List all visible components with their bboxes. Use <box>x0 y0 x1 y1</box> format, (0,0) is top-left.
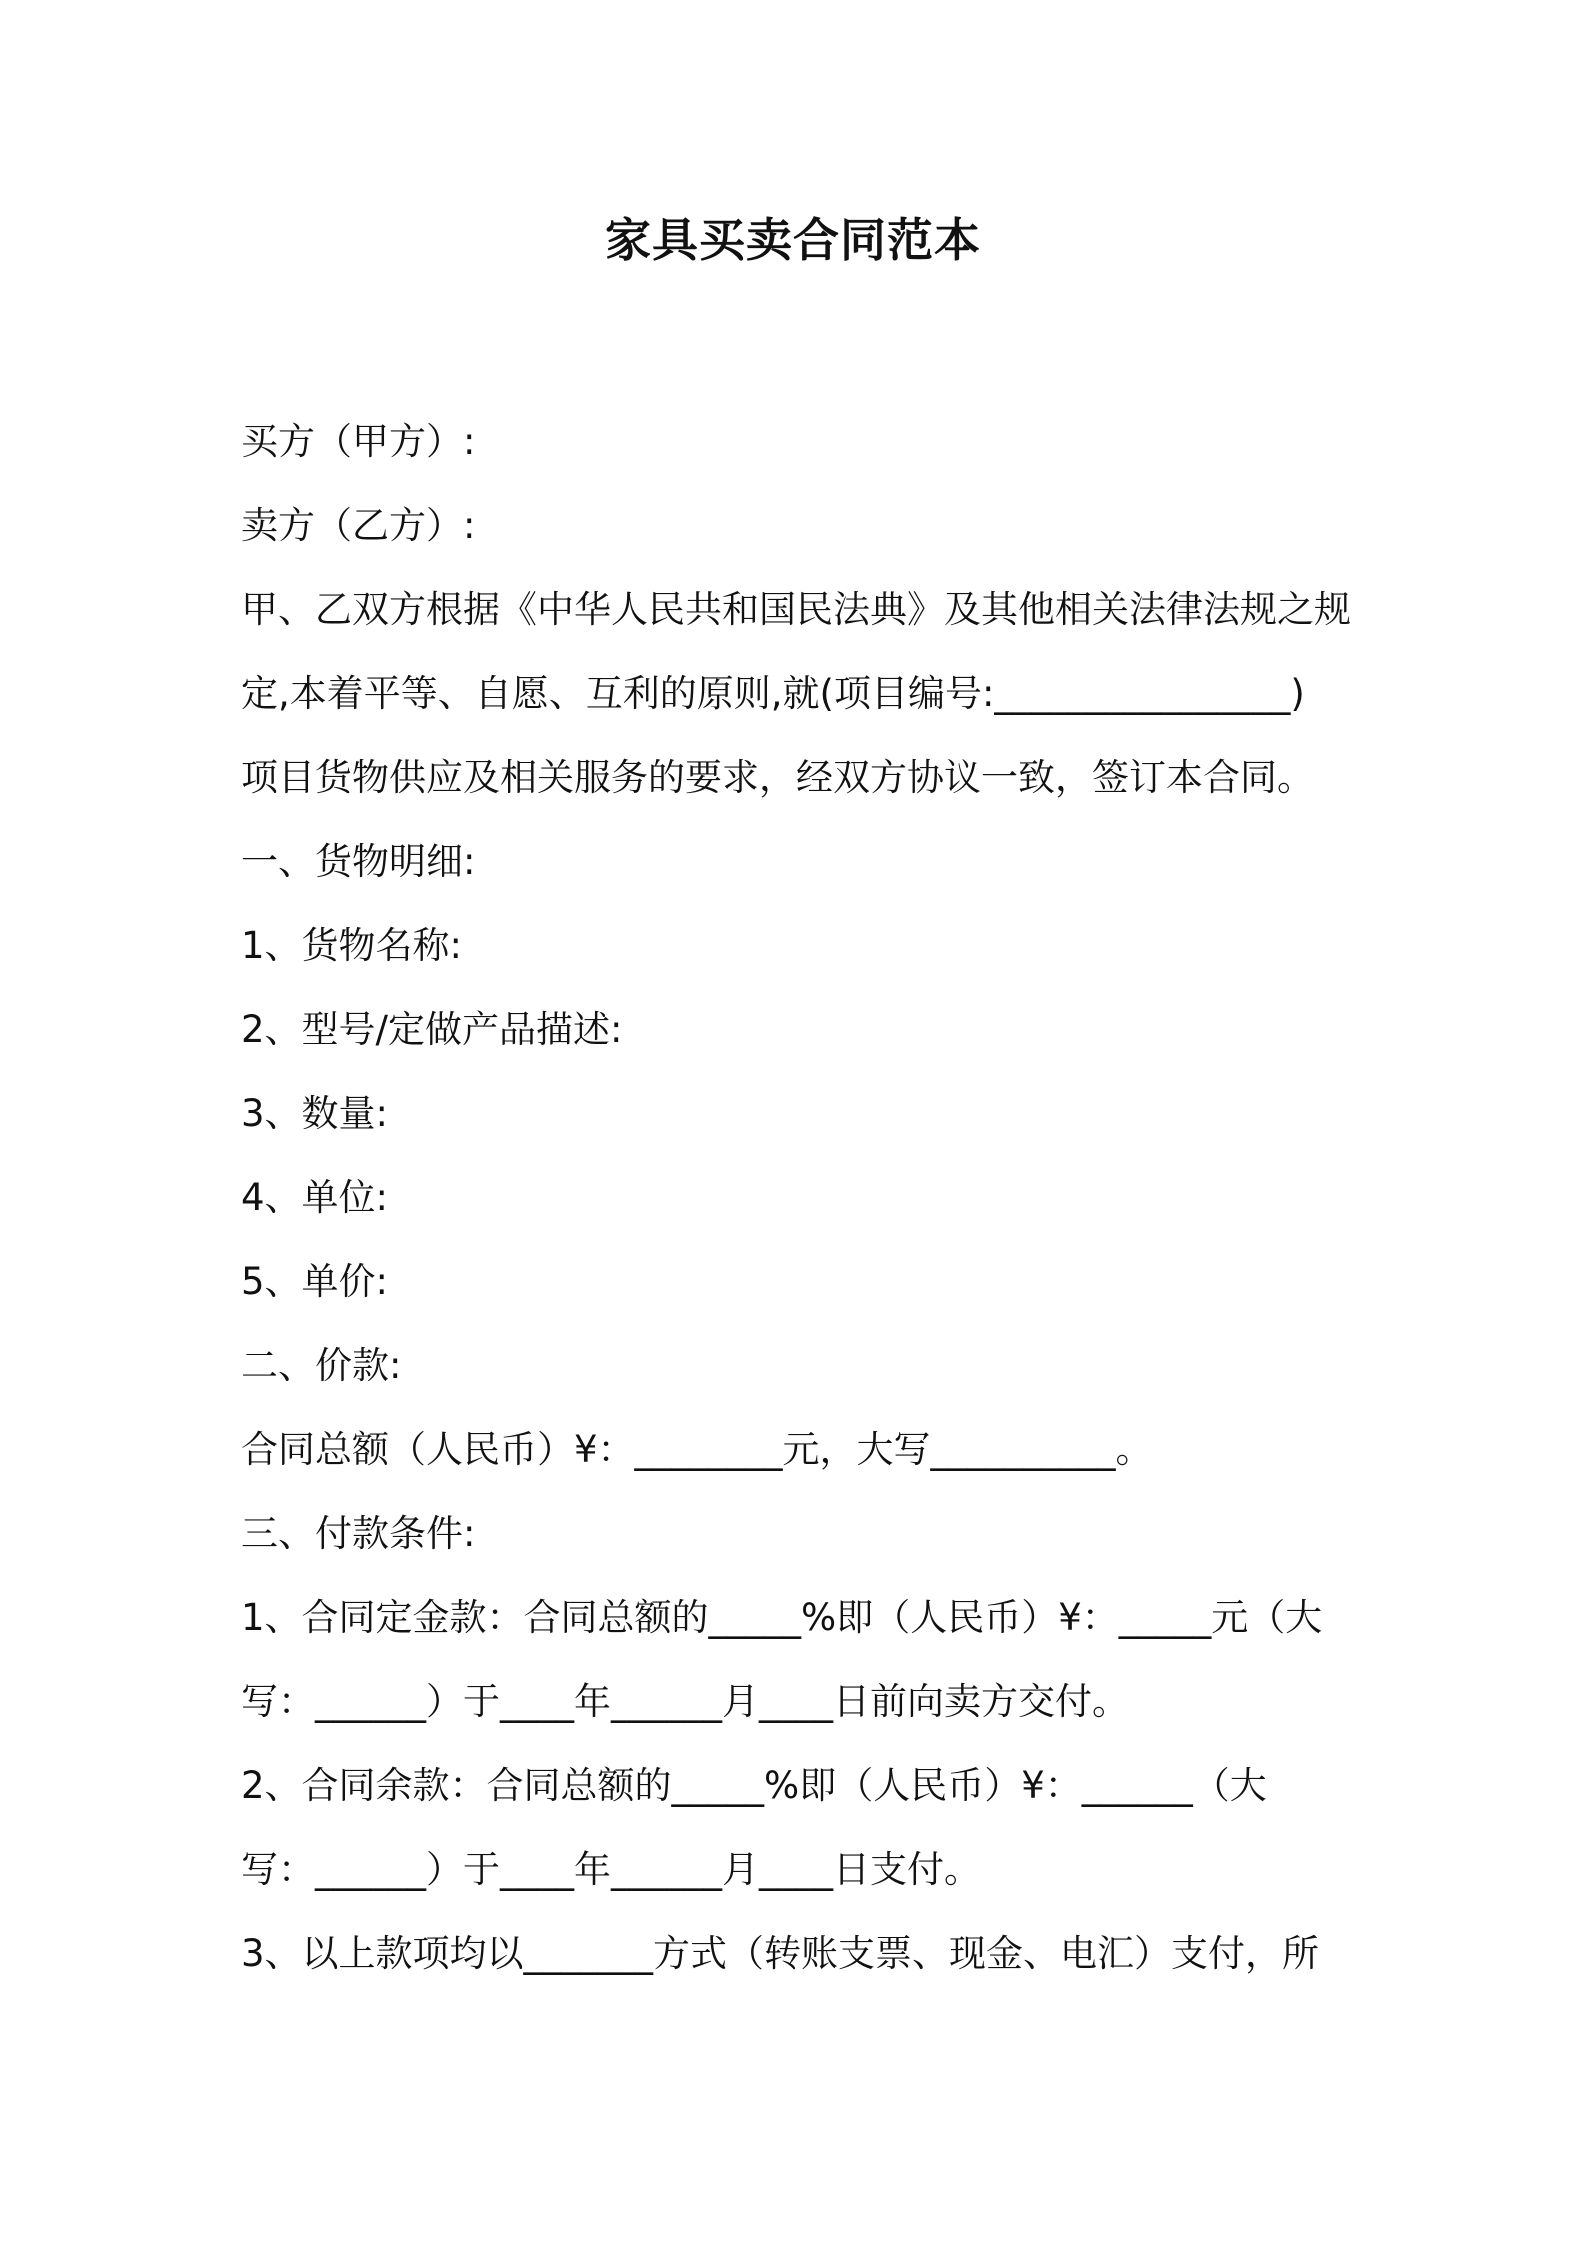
section-price-heading: 二、价款: <box>241 1344 402 1387</box>
preamble-line-1: 甲、乙双方根据《中华人民共和国民法典》及其他相关法律法规之规 <box>241 588 1351 631</box>
payment-method-line: 3、以上款项均以_______方式（转账支票、现金、电汇）支付，所 <box>241 1932 1320 1975</box>
seller-line: 卖方（乙方）: <box>241 504 476 547</box>
deposit-line-2: 写：______）于____年______月____日前向卖方交付。 <box>241 1680 1129 1723</box>
document-body <box>241 400 1365 1996</box>
goods-unit-line: 4、单位: <box>241 1176 389 1219</box>
deposit-line-1: 1、合同定金款：合同总额的_____%即（人民币）¥：_____元（大 <box>241 1596 1323 1639</box>
section-goods-heading: 一、货物明细: <box>241 840 476 883</box>
goods-name-line: 1、货物名称: <box>241 924 463 967</box>
buyer-line: 买方（甲方）: <box>241 420 476 463</box>
contract-total-line: 合同总额（人民币）¥：________元，大写__________。 <box>241 1428 1153 1471</box>
goods-quantity-line: 3、数量: <box>241 1092 389 1135</box>
preamble-line-2: 定,本着平等、自愿、互利的原则,就(项目编号:________________) <box>241 672 1305 715</box>
balance-line-2: 写：______）于____年______月____日支付。 <box>241 1848 981 1891</box>
balance-line-1: 2、合同余款：合同总额的_____%即（人民币）¥：______（大 <box>241 1764 1267 1807</box>
section-payment-heading: 三、付款条件: <box>241 1512 476 1555</box>
goods-model-line: 2、型号/定做产品描述: <box>241 1008 623 1051</box>
document-title: 家具买卖合同范本 <box>605 213 981 267</box>
preamble-line-3: 项目货物供应及相关服务的要求，经双方协议一致，签订本合同。 <box>241 756 1314 799</box>
goods-unit-price-line: 5、单价: <box>241 1260 389 1303</box>
